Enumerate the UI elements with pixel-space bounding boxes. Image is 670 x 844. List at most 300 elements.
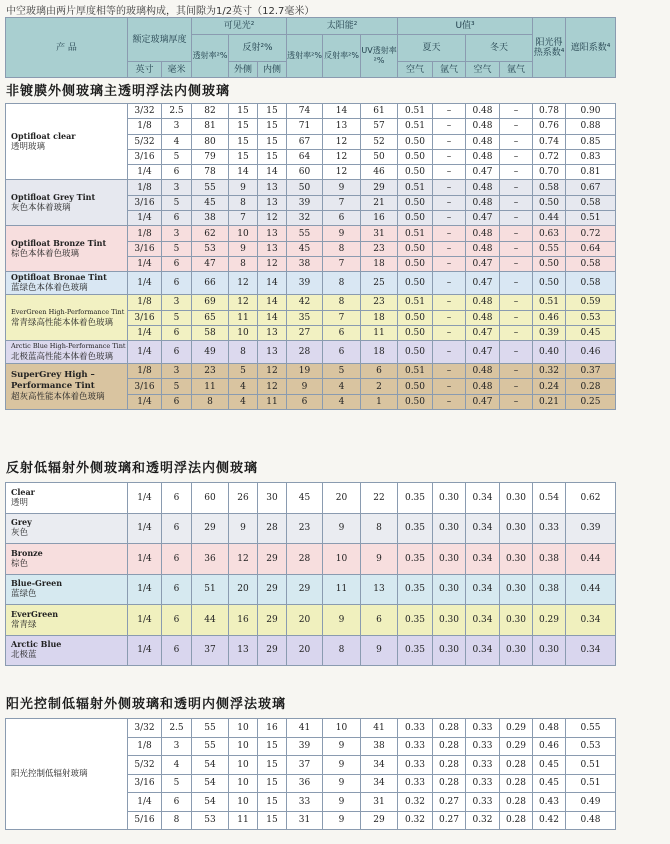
cell-vis-reflect-out: 8 (229, 341, 258, 364)
cell-mm: 5 (162, 241, 192, 256)
cell-sol-trans: 64 (287, 149, 323, 164)
cell-u-summer-air: 0.35 (398, 635, 433, 666)
cell-u-summer-argon: – (433, 134, 466, 149)
product-name-en: Blue-Green (11, 578, 63, 589)
cell-vis-reflect-out: 10 (229, 719, 258, 738)
cell-sol-reflect: 9 (323, 774, 361, 793)
cell-uv: 31 (361, 793, 398, 812)
cell-shgc: 0.54 (533, 483, 566, 514)
cell-mm: 6 (162, 165, 192, 180)
cell-u-winter-argon: 0.30 (500, 513, 533, 544)
cell-u-winter-air: 0.47 (466, 394, 500, 409)
cell-vis-trans: 51 (192, 574, 229, 605)
cell-mm: 5 (162, 774, 192, 793)
section2-title: 反射低辐射外侧玻璃和透明浮法内侧玻璃 (6, 461, 259, 476)
cell-u-summer-argon: – (433, 341, 466, 364)
cell-sol-trans: 27 (287, 325, 323, 340)
cell-vis-trans: 54 (192, 793, 229, 812)
cell-sol-reflect: 9 (323, 811, 361, 830)
product-name-cn: 灰色本体着玻璃 (11, 202, 71, 213)
cell-mm: 6 (162, 544, 192, 575)
cell-sol-trans: 45 (287, 241, 323, 256)
cell-uv: 8 (361, 513, 398, 544)
cell-u-winter-argon: – (500, 195, 533, 210)
cell-u-summer-air: 0.50 (398, 134, 433, 149)
cell-sol-trans: 31 (287, 811, 323, 830)
cell-uv: 34 (361, 756, 398, 775)
cell-vis-reflect-in: 12 (258, 379, 287, 394)
cell-vis-reflect-in: 15 (258, 737, 287, 756)
cell-vis-reflect-out: 7 (229, 211, 258, 226)
cell-sol-trans: 33 (287, 793, 323, 812)
cell-mm: 6 (162, 513, 192, 544)
header-vis-trans: 透射率²% (192, 35, 229, 78)
cell-inch: 1/4 (128, 635, 162, 666)
cell-sol-trans: 20 (287, 605, 323, 636)
cell-vis-reflect-in: 28 (258, 513, 287, 544)
cell-vis-reflect-out: 10 (229, 325, 258, 340)
cell-sol-trans: 29 (287, 574, 323, 605)
cell-vis-trans: 58 (192, 325, 229, 340)
cell-inch: 1/4 (128, 544, 162, 575)
cell-vis-trans: 79 (192, 149, 229, 164)
cell-u-summer-air: 0.50 (398, 310, 433, 325)
header-uv: UV透射率²% (361, 35, 398, 78)
table-row (6, 104, 666, 119)
cell-uv: 6 (361, 605, 398, 636)
table-row (6, 635, 666, 666)
section2-table (5, 482, 666, 666)
cell-u-summer-air: 0.35 (398, 483, 433, 514)
product-name-cn: 阳光控制低辐射玻璃 (11, 768, 88, 779)
cell-u-winter-air: 0.48 (466, 226, 500, 241)
cell-vis-trans: 53 (192, 241, 229, 256)
cell-u-summer-air: 0.33 (398, 756, 433, 775)
cell-sol-reflect: 9 (323, 605, 361, 636)
cell-shgc: 0.50 (533, 195, 566, 210)
cell-mm: 8 (162, 811, 192, 830)
cell-vis-reflect-out: 12 (229, 272, 258, 295)
cell-u-winter-air: 0.33 (466, 756, 500, 775)
cell-inch: 1/4 (128, 574, 162, 605)
header-product: 产 品 (6, 18, 128, 78)
cell-u-summer-air: 0.35 (398, 574, 433, 605)
cell-u-summer-argon: – (433, 295, 466, 310)
cell-sol-reflect: 8 (323, 295, 361, 310)
cell-uv: 18 (361, 310, 398, 325)
cell-vis-reflect-out: 10 (229, 793, 258, 812)
section1-table (5, 103, 666, 410)
cell-u-winter-argon: – (500, 149, 533, 164)
cell-shgc: 0.74 (533, 134, 566, 149)
cell-vis-reflect-out: 15 (229, 134, 258, 149)
cell-u-summer-air: 0.51 (398, 119, 433, 134)
cell-inch: 1/4 (128, 341, 162, 364)
header-solar: 太阳能² (287, 18, 398, 35)
cell-u-summer-air: 0.50 (398, 149, 433, 164)
cell-sol-trans: 20 (287, 635, 323, 666)
cell-u-winter-argon: – (500, 104, 533, 119)
cell-sol-reflect: 9 (323, 226, 361, 241)
cell-vis-trans: 66 (192, 272, 229, 295)
product-name-en: EverGreen (11, 608, 59, 619)
cell-u-summer-argon: 0.30 (433, 544, 466, 575)
product-name (6, 513, 128, 544)
cell-u-summer-air: 0.50 (398, 165, 433, 180)
cell-uv: 22 (361, 483, 398, 514)
cell-shgc: 0.72 (533, 149, 566, 164)
cell-vis-reflect-out: 5 (229, 364, 258, 379)
header-argon-winter: 氩气 (500, 62, 533, 78)
cell-vis-reflect-out: 15 (229, 119, 258, 134)
product-name-en: Optifloat clear (11, 130, 76, 141)
header-table (5, 17, 666, 78)
cell-inch: 1/8 (128, 737, 162, 756)
cell-u-winter-argon: – (500, 119, 533, 134)
cell-sol-reflect: 9 (323, 180, 361, 195)
cell-vis-trans: 47 (192, 256, 229, 271)
header-summer: 夏天 (398, 35, 466, 62)
cell-vis-reflect-out: 11 (229, 310, 258, 325)
cell-u-winter-air: 0.47 (466, 256, 500, 271)
product-name (6, 605, 128, 636)
cell-u-summer-air: 0.35 (398, 544, 433, 575)
product-name-en: Grey (11, 517, 32, 528)
header-sc: 遮阳系数⁴ (566, 18, 616, 78)
cell-shgc: 0.43 (533, 793, 566, 812)
cell-mm: 5 (162, 149, 192, 164)
cell-mm: 6 (162, 793, 192, 812)
cell-inch: 1/8 (128, 180, 162, 195)
table-row (6, 483, 666, 514)
cell-u-summer-air: 0.50 (398, 394, 433, 409)
cell-u-winter-argon: – (500, 364, 533, 379)
product-name-cn: 常青绿高性能本体着色玻璃 (11, 317, 114, 328)
cell-shgc: 0.33 (533, 513, 566, 544)
cell-u-summer-argon: – (433, 195, 466, 210)
cell-u-winter-air: 0.48 (466, 104, 500, 119)
cell-sol-reflect: 12 (323, 149, 361, 164)
cell-inch: 1/4 (128, 793, 162, 812)
cell-u-summer-argon: – (433, 256, 466, 271)
cell-u-summer-argon: – (433, 310, 466, 325)
section3-title: 阳光控制低辐射外侧玻璃和透明内侧浮法玻璃 (6, 697, 287, 712)
cell-inch: 3/32 (128, 719, 162, 738)
cell-shgc: 0.24 (533, 379, 566, 394)
cell-sol-trans: 36 (287, 774, 323, 793)
cell-sol-reflect: 7 (323, 256, 361, 271)
product-name-cn: 灰色 (11, 528, 29, 539)
cell-vis-reflect-out: 4 (229, 379, 258, 394)
cell-u-winter-air: 0.48 (466, 195, 500, 210)
cell-u-winter-air: 0.47 (466, 325, 500, 340)
cell-u-winter-argon: 0.30 (500, 574, 533, 605)
cell-u-summer-air: 0.32 (398, 811, 433, 830)
cell-mm: 6 (162, 325, 192, 340)
cell-u-summer-air: 0.50 (398, 241, 433, 256)
cell-vis-reflect-in: 15 (258, 119, 287, 134)
cell-inch: 1/8 (128, 295, 162, 310)
cell-sol-reflect: 10 (323, 719, 361, 738)
table-row (6, 719, 666, 738)
cell-sol-trans: 38 (287, 256, 323, 271)
cell-u-winter-air: 0.48 (466, 379, 500, 394)
cell-inch: 1/4 (128, 272, 162, 295)
product-name (6, 226, 128, 272)
cell-uv: 13 (361, 574, 398, 605)
cell-u-summer-air: 0.51 (398, 226, 433, 241)
cell-u-winter-air: 0.48 (466, 149, 500, 164)
cell-vis-reflect-in: 29 (258, 635, 287, 666)
cell-mm: 3 (162, 226, 192, 241)
cell-u-winter-air: 0.48 (466, 180, 500, 195)
table-row (6, 180, 666, 195)
cell-u-winter-argon: – (500, 325, 533, 340)
cell-u-winter-argon: 0.29 (500, 719, 533, 738)
cell-sc: 0.44 (566, 574, 616, 605)
cell-shgc: 0.45 (533, 756, 566, 775)
cell-u-winter-argon: – (500, 394, 533, 409)
cell-sol-reflect: 9 (323, 756, 361, 775)
cell-vis-reflect-out: 16 (229, 605, 258, 636)
cell-u-summer-argon: – (433, 364, 466, 379)
cell-u-summer-air: 0.51 (398, 180, 433, 195)
product-name (6, 104, 128, 180)
cell-mm: 6 (162, 635, 192, 666)
cell-sol-trans: 42 (287, 295, 323, 310)
cell-sol-trans: 28 (287, 544, 323, 575)
cell-uv: 18 (361, 341, 398, 364)
intro-text: 中空玻璃由两片厚度相等的玻璃构成，其间隙为1/2英寸（12.7毫米） (6, 6, 315, 17)
cell-sc: 0.58 (566, 256, 616, 271)
cell-u-summer-argon: – (433, 394, 466, 409)
cell-sc: 0.46 (566, 341, 616, 364)
cell-mm: 6 (162, 483, 192, 514)
cell-uv: 2 (361, 379, 398, 394)
cell-u-summer-air: 0.50 (398, 256, 433, 271)
cell-u-summer-air: 0.51 (398, 295, 433, 310)
cell-shgc: 0.63 (533, 226, 566, 241)
cell-vis-trans: 54 (192, 774, 229, 793)
cell-u-winter-air: 0.47 (466, 165, 500, 180)
cell-sol-reflect: 6 (323, 325, 361, 340)
header-inside: 内侧 (258, 62, 287, 78)
cell-sc: 0.37 (566, 364, 616, 379)
cell-u-winter-argon: 0.29 (500, 737, 533, 756)
cell-u-summer-argon: – (433, 165, 466, 180)
cell-inch: 3/16 (128, 379, 162, 394)
cell-vis-trans: 37 (192, 635, 229, 666)
product-name-en: Optifloat Bronze Tint (11, 237, 107, 248)
table-row (6, 513, 666, 544)
cell-u-summer-air: 0.51 (398, 364, 433, 379)
cell-inch: 1/4 (128, 211, 162, 226)
cell-u-winter-argon: – (500, 180, 533, 195)
cell-sol-trans: 50 (287, 180, 323, 195)
cell-inch: 5/32 (128, 134, 162, 149)
cell-uv: 61 (361, 104, 398, 119)
cell-uv: 1 (361, 394, 398, 409)
cell-u-summer-argon: – (433, 272, 466, 295)
cell-inch: 1/8 (128, 226, 162, 241)
cell-shgc: 0.46 (533, 737, 566, 756)
cell-u-winter-argon: – (500, 226, 533, 241)
cell-u-winter-air: 0.47 (466, 272, 500, 295)
cell-u-winter-air: 0.33 (466, 719, 500, 738)
cell-sc: 0.51 (566, 774, 616, 793)
header-outside: 外侧 (229, 62, 258, 78)
cell-u-winter-argon: – (500, 134, 533, 149)
cell-mm: 3 (162, 737, 192, 756)
cell-shgc: 0.58 (533, 180, 566, 195)
cell-sc: 0.49 (566, 793, 616, 812)
cell-sol-reflect: 4 (323, 379, 361, 394)
cell-sc: 0.59 (566, 295, 616, 310)
cell-u-summer-air: 0.50 (398, 325, 433, 340)
cell-shgc: 0.48 (533, 719, 566, 738)
cell-u-summer-argon: – (433, 149, 466, 164)
product-name-en: Clear (11, 486, 35, 497)
cell-sc: 0.85 (566, 134, 616, 149)
cell-sol-trans: 67 (287, 134, 323, 149)
cell-u-summer-air: 0.50 (398, 211, 433, 226)
cell-u-summer-air: 0.35 (398, 513, 433, 544)
cell-sc: 0.53 (566, 737, 616, 756)
product-name-en: Optifloat Bronae Tint (11, 272, 107, 283)
table-row (6, 272, 666, 295)
cell-sol-trans: 71 (287, 119, 323, 134)
cell-sol-reflect: 12 (323, 165, 361, 180)
cell-u-summer-argon: – (433, 211, 466, 226)
cell-u-winter-air: 0.34 (466, 574, 500, 605)
cell-sol-reflect: 13 (323, 119, 361, 134)
product-name (6, 295, 128, 341)
table-row (6, 295, 666, 310)
cell-mm: 6 (162, 211, 192, 226)
cell-vis-trans: 80 (192, 134, 229, 149)
cell-u-summer-argon: 0.30 (433, 605, 466, 636)
cell-sol-trans: 37 (287, 756, 323, 775)
cell-vis-reflect-out: 9 (229, 241, 258, 256)
table-row (6, 341, 666, 364)
cell-sol-trans: 39 (287, 195, 323, 210)
cell-uv: 16 (361, 211, 398, 226)
cell-inch: 1/8 (128, 119, 162, 134)
cell-u-winter-argon: – (500, 256, 533, 271)
table-row (6, 226, 666, 241)
cell-mm: 3 (162, 180, 192, 195)
cell-vis-reflect-in: 15 (258, 149, 287, 164)
cell-uv: 41 (361, 719, 398, 738)
cell-u-summer-argon: – (433, 226, 466, 241)
cell-vis-trans: 60 (192, 483, 229, 514)
cell-u-winter-air: 0.33 (466, 737, 500, 756)
cell-sol-trans: 55 (287, 226, 323, 241)
header-sol-reflect: 反射率²% (323, 35, 361, 78)
cell-vis-reflect-out: 4 (229, 394, 258, 409)
cell-vis-reflect-in: 12 (258, 211, 287, 226)
product-name-en: Arctic Blue High-Performance Tint (11, 342, 126, 351)
product-name (6, 364, 128, 410)
cell-mm: 3 (162, 119, 192, 134)
cell-mm: 2.5 (162, 719, 192, 738)
cell-uv: 21 (361, 195, 398, 210)
product-name-cn: 棕色 (11, 558, 29, 569)
cell-uv: 18 (361, 256, 398, 271)
cell-u-winter-air: 0.34 (466, 483, 500, 514)
header-winter: 冬天 (466, 35, 533, 62)
cell-inch: 1/4 (128, 605, 162, 636)
cell-mm: 6 (162, 574, 192, 605)
header-air-winter: 空气 (466, 62, 500, 78)
cell-vis-reflect-in: 13 (258, 325, 287, 340)
cell-mm: 6 (162, 394, 192, 409)
section3-table (5, 718, 666, 830)
cell-u-winter-air: 0.48 (466, 241, 500, 256)
cell-mm: 5 (162, 195, 192, 210)
cell-vis-reflect-in: 15 (258, 104, 287, 119)
cell-sc: 0.25 (566, 394, 616, 409)
cell-u-winter-argon: 0.30 (500, 635, 533, 666)
cell-shgc: 0.45 (533, 774, 566, 793)
cell-sc: 0.83 (566, 149, 616, 164)
cell-vis-trans: 44 (192, 605, 229, 636)
product-name-cn: 常青绿 (11, 619, 37, 630)
cell-u-winter-argon: – (500, 241, 533, 256)
cell-u-winter-argon: 0.28 (500, 811, 533, 830)
cell-shgc: 0.50 (533, 272, 566, 295)
cell-sc: 0.48 (566, 811, 616, 830)
cell-sol-trans: 60 (287, 165, 323, 180)
cell-vis-reflect-in: 12 (258, 256, 287, 271)
product-name-cn: 蓝绿色 (11, 589, 37, 600)
cell-vis-trans: 23 (192, 364, 229, 379)
cell-uv: 9 (361, 635, 398, 666)
cell-vis-reflect-out: 8 (229, 195, 258, 210)
table-row (6, 605, 666, 636)
cell-shgc: 0.70 (533, 165, 566, 180)
cell-vis-trans: 81 (192, 119, 229, 134)
section1-title: 非镀膜外侧玻璃主透明浮法内侧玻璃 (6, 84, 231, 99)
product-name-cn: 棕色本体着色玻璃 (11, 248, 80, 259)
cell-uv: 31 (361, 226, 398, 241)
cell-inch: 3/16 (128, 310, 162, 325)
header-mm: 毫米 (162, 62, 192, 78)
cell-shgc: 0.42 (533, 811, 566, 830)
cell-u-winter-argon: – (500, 295, 533, 310)
cell-sc: 0.34 (566, 605, 616, 636)
cell-vis-trans: 8 (192, 394, 229, 409)
cell-uv: 6 (361, 364, 398, 379)
product-name-cn: 超灰高性能本体着色玻璃 (11, 392, 105, 403)
cell-vis-reflect-in: 15 (258, 756, 287, 775)
header-reflect: 反射²% (229, 35, 287, 62)
cell-vis-reflect-in: 30 (258, 483, 287, 514)
cell-u-summer-argon: 0.30 (433, 574, 466, 605)
header-visible: 可见光² (192, 18, 287, 35)
cell-shgc: 0.32 (533, 364, 566, 379)
cell-u-summer-argon: 0.28 (433, 774, 466, 793)
cell-sol-trans: 39 (287, 737, 323, 756)
cell-vis-reflect-in: 13 (258, 241, 287, 256)
cell-u-winter-air: 0.48 (466, 310, 500, 325)
cell-u-summer-argon: – (433, 119, 466, 134)
cell-u-summer-argon: 0.27 (433, 793, 466, 812)
cell-shgc: 0.76 (533, 119, 566, 134)
cell-vis-reflect-out: 12 (229, 295, 258, 310)
cell-shgc: 0.29 (533, 605, 566, 636)
cell-u-winter-air: 0.47 (466, 211, 500, 226)
